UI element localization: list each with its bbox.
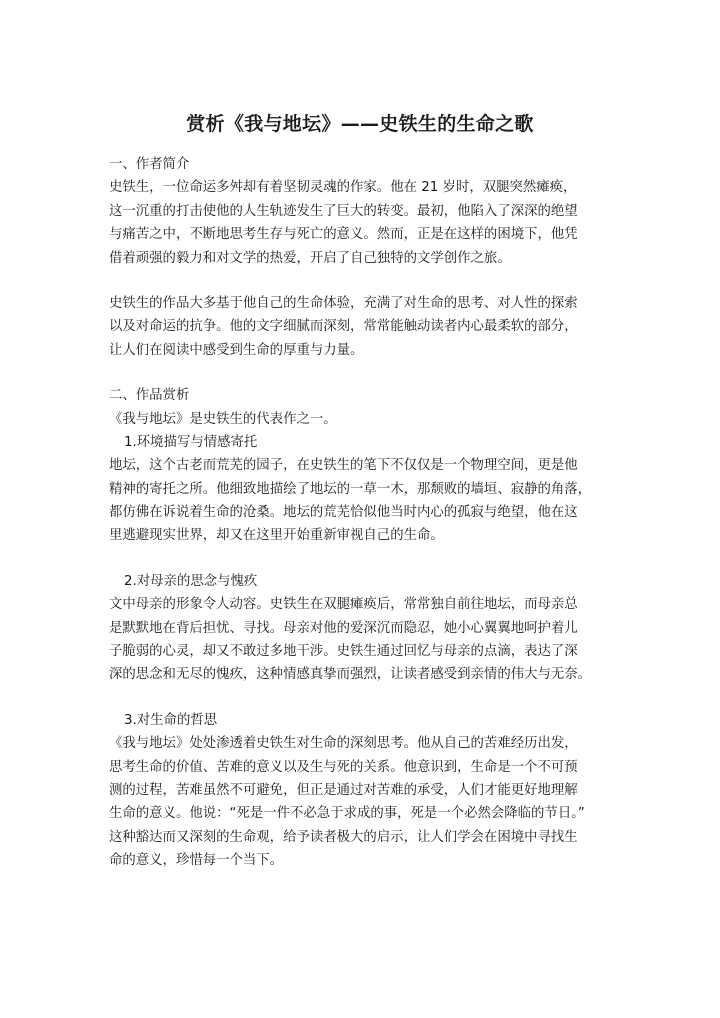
section-intro: 《我与地坛》是史铁生的代表作之一。 (109, 411, 337, 427)
paragraph-line: 测的过程，苦难虽然不可避免，但正是通过对苦难的承受，人们才能更好地理解 (109, 782, 578, 798)
paragraph-line: 史铁生，一位命运多舛却有着坚韧灵魂的作家。他在 21 岁时，双腿突然瘫痪， (109, 180, 577, 196)
section-heading-author: 一、作者简介 (109, 157, 190, 172)
paragraph-line: 里逃避现实世界，却又在这里开始重新审视自己的生命。 (109, 528, 444, 544)
paragraph-environment (109, 454, 619, 548)
subsection-heading-mother: 2.对母亲的思念与愧疚 (124, 573, 258, 589)
paragraph-line: 以及对命运的抗争。他的文字细腻而深刻，常常能触动读者内心最柔软的部分， (109, 319, 578, 335)
paragraph-spacer (109, 687, 619, 709)
paragraph-line: 这种豁达而又深刻的生命观，给予读者极大的启示，让人们学会在困境中寻找生 (109, 829, 578, 845)
paragraph-spacer (109, 270, 619, 292)
paragraph-author-intro (109, 176, 619, 270)
section-heading-appreciation: 二、作品赏析 (109, 388, 190, 404)
paragraph-line: 都仿佛在诉说着生命的沧桑。地坛的荒芜恰似他当时内心的孤寂与绝望，他在这 (109, 505, 578, 521)
paragraph-spacer (109, 548, 619, 570)
paragraph-line: 是默默地在背后担忧、寻找。母亲对他的爱深沉而隐忍，她小心翼翼地呵护着儿 (109, 620, 578, 636)
paragraph-line: 文中母亲的形象令人动容。史铁生在双腿瘫痪后，常常独自前往地坛，而母亲总 (109, 597, 578, 613)
paragraph-philosophy (109, 732, 619, 872)
paragraph-line: 生命的意义。他说：“死是一件不必急于求成的事，死是一个必然会降临的节日。” (109, 806, 585, 822)
paragraph-line: 史铁生的作品大多基于他自己的生命体验，充满了对生命的思考、对人性的探索 (109, 295, 578, 311)
paragraph-line: 思考生命的价值、苦难的意义以及生与死的关系。他意识到，生命是一个不可预 (109, 759, 578, 775)
paragraph-line: 精神的寄托之所。他细致地描绘了地坛的一草一木，那颓败的墙垣、寂静的角落， (109, 481, 592, 497)
paragraph-line: 深的思念和无尽的愧疚，这种情感真挚而强烈，让读者感受到亲情的伟大与无奈。 (109, 667, 592, 683)
subsection-heading-environment: 1.环境描写与情感寄托 (124, 434, 258, 450)
paragraph-line: 让人们在阅读中感受到生命的厚重与力量。 (109, 342, 364, 358)
paragraph-spacer (109, 362, 619, 384)
subsection-heading-philosophy: 3.对生命的哲思 (124, 712, 218, 728)
document-title: 赏析《我与地坛》——史铁生的生命之歌 (186, 113, 534, 135)
paragraph-line: 《我与地坛》处处渗透着史铁生对生命的深刻思考。他从自己的苦难经历出发， (109, 736, 578, 752)
paragraph-line: 与痛苦之中，不断地思考生存与死亡的意义。然而，正是在这样的困境下，他凭 (109, 227, 578, 243)
paragraph-line: 子脆弱的心灵，却又不敢过多地干涉。史铁生通过回忆与母亲的点滴，表达了深 (109, 644, 578, 660)
paragraph-line: 命的意义，珍惜每一个当下。 (109, 853, 284, 869)
document-body (109, 153, 619, 873)
paragraph-line: 地坛，这个古老而荒芜的园子，在史铁生的笔下不仅仅是一个物理空间，更是他 (109, 458, 578, 474)
paragraph-mother (109, 593, 619, 687)
paragraph-line: 这一沉重的打击使他的人生轨迹发生了巨大的转变。最初，他陷入了深深的绝望 (109, 203, 578, 219)
paragraph-line: 借着顽强的毅力和对文学的热爱，开启了自己独特的文学创作之旅。 (109, 250, 511, 266)
paragraph-author-works (109, 292, 619, 362)
